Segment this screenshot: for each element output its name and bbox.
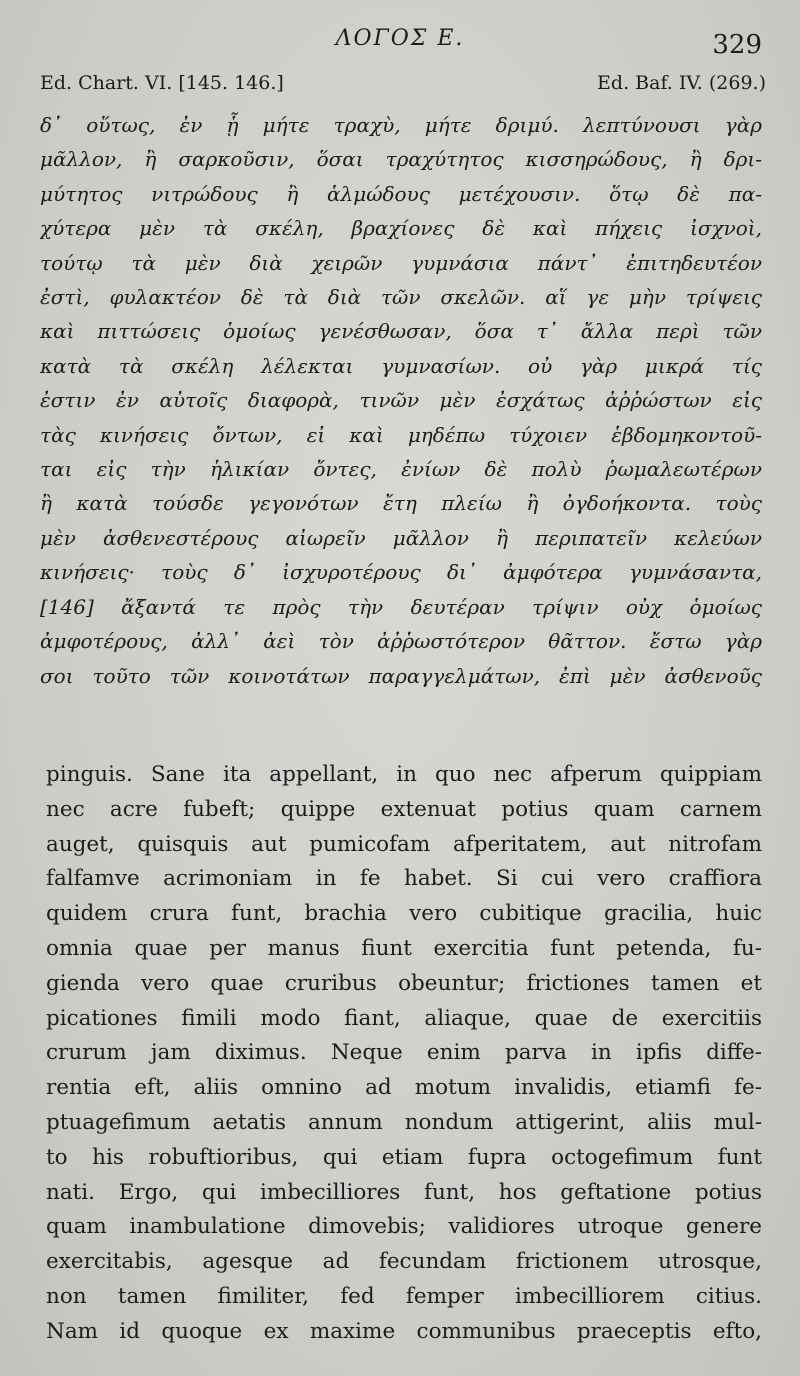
latin-line: quidem crura funt, brachia vero cubitique gracilia, huic bbox=[46, 901, 762, 927]
latin-line: nec acre fubeft; quippe extenuat potius quam carnem bbox=[46, 796, 762, 822]
latin-line: auget, quisquis aut pumicofam afperitatem, aut nitrofam bbox=[46, 831, 762, 857]
greek-line: καὶ πιττώσεις ὁμοίως γενέσθωσαν, ὅσα τ᾽ ἄλλα περὶ τῶν bbox=[40, 319, 762, 344]
greek-line: ἢ κατὰ τούσδε γεγονότων ἔτη πλείω ἢ ὀγδοήκοντα. τοὺς bbox=[40, 491, 762, 516]
greek-line: ἀμφοτέρους, ἀλλ᾽ ἀεὶ τὸν ἀῤῥωστότερον θᾶττον. ἔστω γὰρ bbox=[40, 629, 762, 654]
latin-line: omnia quae per manus fiunt exercitia funt petenda, fu- bbox=[46, 935, 762, 961]
greek-line: ἐστὶ, φυλακτέον δὲ τὰ διὰ τῶν σκελῶν. αἵ γε μὴν τρίψεις bbox=[40, 285, 762, 310]
running-head: ΛΟΓΟΣ Ε. bbox=[335, 26, 465, 51]
latin-line: falfamve acrimoniam in fe habet. Si cui vero craffiora bbox=[46, 866, 762, 892]
latin-line: pinguis. Sane ita appellant, in quo nec afperum quippiam bbox=[46, 762, 762, 787]
latin-line: Nam id quoque ex maxime communibus praeceptis efto, bbox=[46, 1318, 762, 1344]
greek-line: μὲν ἀσθενεστέρους αἰωρεῖν μᾶλλον ἢ περιπατεῖν κελεύων bbox=[40, 525, 762, 550]
latin-line: non tamen fimiliter, fed femper imbecilliorem citius. bbox=[46, 1283, 762, 1309]
latin-line: crurum jam diximus. Neque enim parva in ipfis diffe- bbox=[46, 1040, 762, 1066]
edition-reference-basel: Ed. Baf. IV. (269.) bbox=[597, 72, 766, 94]
latin-line: nati. Ergo, qui imbecilliores funt, hos geftatione potius bbox=[46, 1179, 762, 1205]
greek-line: κινήσεις· τοὺς δ᾽ ἰσχυροτέρους δι᾽ ἀμφότερα γυμνάσαντα, bbox=[40, 560, 762, 585]
edition-reference-line bbox=[40, 72, 766, 94]
greek-line: ται εἰς τὴν ἡλικίαν ὄντες, ἐνίων δὲ πολὺ ῥωμαλεωτέρων bbox=[40, 457, 762, 482]
greek-line: μύτητος νιτρώδους ἢ ἁλμώδους μετέχουσιν. ὅτῳ δὲ πα- bbox=[40, 181, 762, 206]
greek-line: ἐστιν ἐν αὐτοῖς διαφορὰ, τινῶν μὲν ἐσχάτως ἀῤῥώστων εἰς bbox=[40, 388, 762, 413]
page-number: 329 bbox=[712, 30, 762, 60]
greek-line: τὰς κινήσεις ὄντων, εἰ καὶ μηδέπω τύχοιεν ἑβδομηκοντοῦ- bbox=[40, 422, 762, 447]
greek-line: κατὰ τὰ σκέλη λέλεκται γυμνασίων. οὐ γὰρ μικρά τίς bbox=[40, 353, 762, 378]
edition-reference-chart: Ed. Chart. VI. [145. 146.] bbox=[40, 72, 284, 94]
latin-line: rentia eft, aliis omnino ad motum invalidis, etiamfi fe- bbox=[46, 1075, 762, 1101]
greek-line: χύτερα μὲν τὰ σκέλη, βραχίονες δὲ καὶ πήχεις ἰσχνοὶ, bbox=[40, 216, 762, 241]
greek-line: μᾶλλον, ἢ σαρκοῦσιν, ὅσαι τραχύτητος κισσηρώδους, ἢ δρι- bbox=[40, 147, 762, 172]
greek-line: σοι τοῦτο τῶν κοινοτάτων παραγγελμάτων, ἐπὶ μὲν ἀσθενοῦς bbox=[40, 663, 762, 688]
greek-text-block bbox=[40, 108, 762, 693]
latin-text-block bbox=[46, 758, 762, 1350]
latin-line: gienda vero quae cruribus obeuntur; frictiones tamen et bbox=[46, 970, 762, 996]
greek-line: δ᾽ οὕτως, ἐν ᾗ μήτε τραχὺ, μήτε δριμύ. λεπτύνουσι γὰρ bbox=[40, 113, 762, 137]
latin-line: quam inambulatione dimovebis; validiores utroque genere bbox=[46, 1214, 762, 1240]
latin-line: ptuagefimum aetatis annum nondum attigerint, aliis mul- bbox=[46, 1109, 762, 1135]
greek-line: τούτῳ τὰ μὲν διὰ χειρῶν γυμνάσια πάντ᾽ ἐπιτηδευτέον bbox=[40, 250, 762, 275]
greek-line: [146] ἄξαντά τε πρὸς τὴν δευτέραν τρίψιν οὐχ ὁμοίως bbox=[40, 594, 762, 619]
latin-line: exercitabis, agesque ad fecundam frictionem utrosque, bbox=[46, 1249, 762, 1275]
latin-line: picationes fimili modo fiant, aliaque, quae de exercitiis bbox=[46, 1005, 762, 1031]
latin-line: to his robuftioribus, qui etiam fupra octogefimum funt bbox=[46, 1144, 762, 1170]
